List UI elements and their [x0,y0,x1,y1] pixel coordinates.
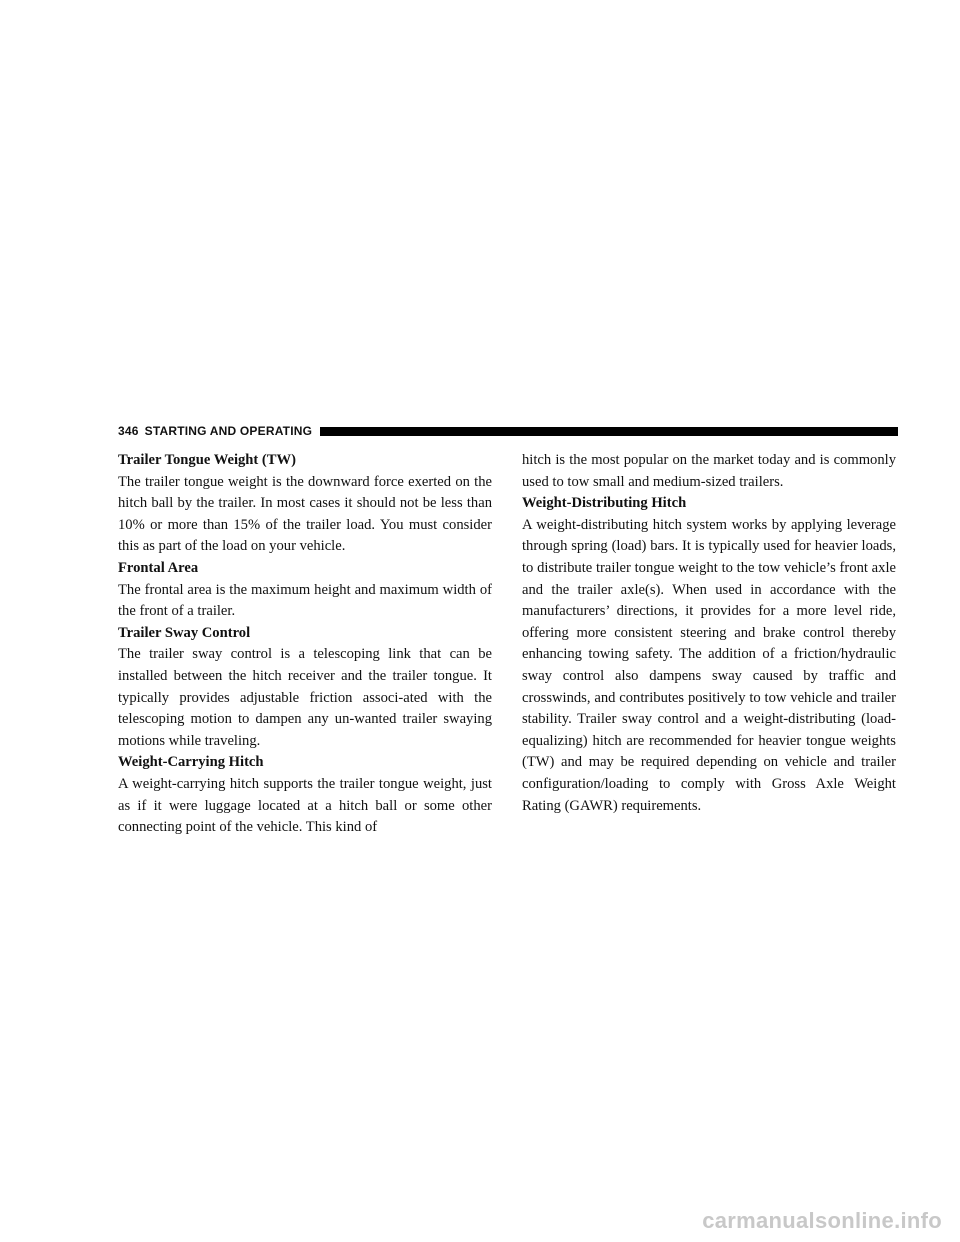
page-number: 346 [118,424,139,438]
body-weight-carrying-hitch: A weight-carrying hitch supports the trailer tongue weight, just as if it were luggage located at a hitch ball or some other connecting point of the vehicle. This kind of [118,775,492,836]
header-rule [320,427,898,436]
section-title: STARTING AND OPERATING [144,424,313,438]
left-column [118,450,492,839]
heading-frontal-area: Frontal Area [118,559,199,576]
running-header [118,424,898,438]
body-trailer-tongue-weight: The trailer tongue weight is the downward force exerted on the hitch ball by the trailer. In most cases it should not be less than 10% or more than 15% of the trailer load. You must consider this as part of the load on your vehicle. [118,473,492,555]
heading-trailer-tongue-weight: Trailer Tongue Weight (TW) [118,452,296,468]
body-trailer-sway-control: The trailer sway control is a telescoping link that can be installed between the hitch receiver and the trailer tongue. It typically provides adjustable friction associ-ated with the telescoping motion to dampen any un-wanted trailer swaying motions while traveling. [118,646,492,749]
heading-weight-distributing-hitch: Weight-Distributing Hitch [522,495,687,512]
body-frontal-area: The frontal area is the maximum height and maximum width of the front of a trailer. [118,581,492,620]
body-weight-distributing-hitch: A weight-distributing hitch system works by applying leverage through spring (load) bars. It is typically used for heavier loads, to distribute trailer tongue weight to the tow vehicle’s front axle and the trailer axle(s). When used in accordance with the manufacturers’ directions, it provides for a more level ride, offering more consistent steering and brake control thereby enhancing towing safety. The addition of a friction/hydraulic sway control also dampens sway caused by traffic and crosswinds, and contributes positively to tow vehicle and trailer stability. Trailer sway control and a weight-distributing (load-equalizing) hitch are recommended for heavier tongue weights (TW) and may be required depending on vehicle and trailer configuration/loading to comply with Gross Axle Weight Rating (GAWR) requirements. [522,516,896,814]
heading-weight-carrying-hitch: Weight-Carrying Hitch [118,754,264,771]
right-column [522,450,896,817]
watermark: carmanualsonline.info [702,1208,942,1233]
body-weight-carrying-hitch-continued: hitch is the most popular on the market today and is commonly used to tow small and medium-sized trailers. [522,452,896,490]
heading-trailer-sway-control: Trailer Sway Control [118,624,251,641]
